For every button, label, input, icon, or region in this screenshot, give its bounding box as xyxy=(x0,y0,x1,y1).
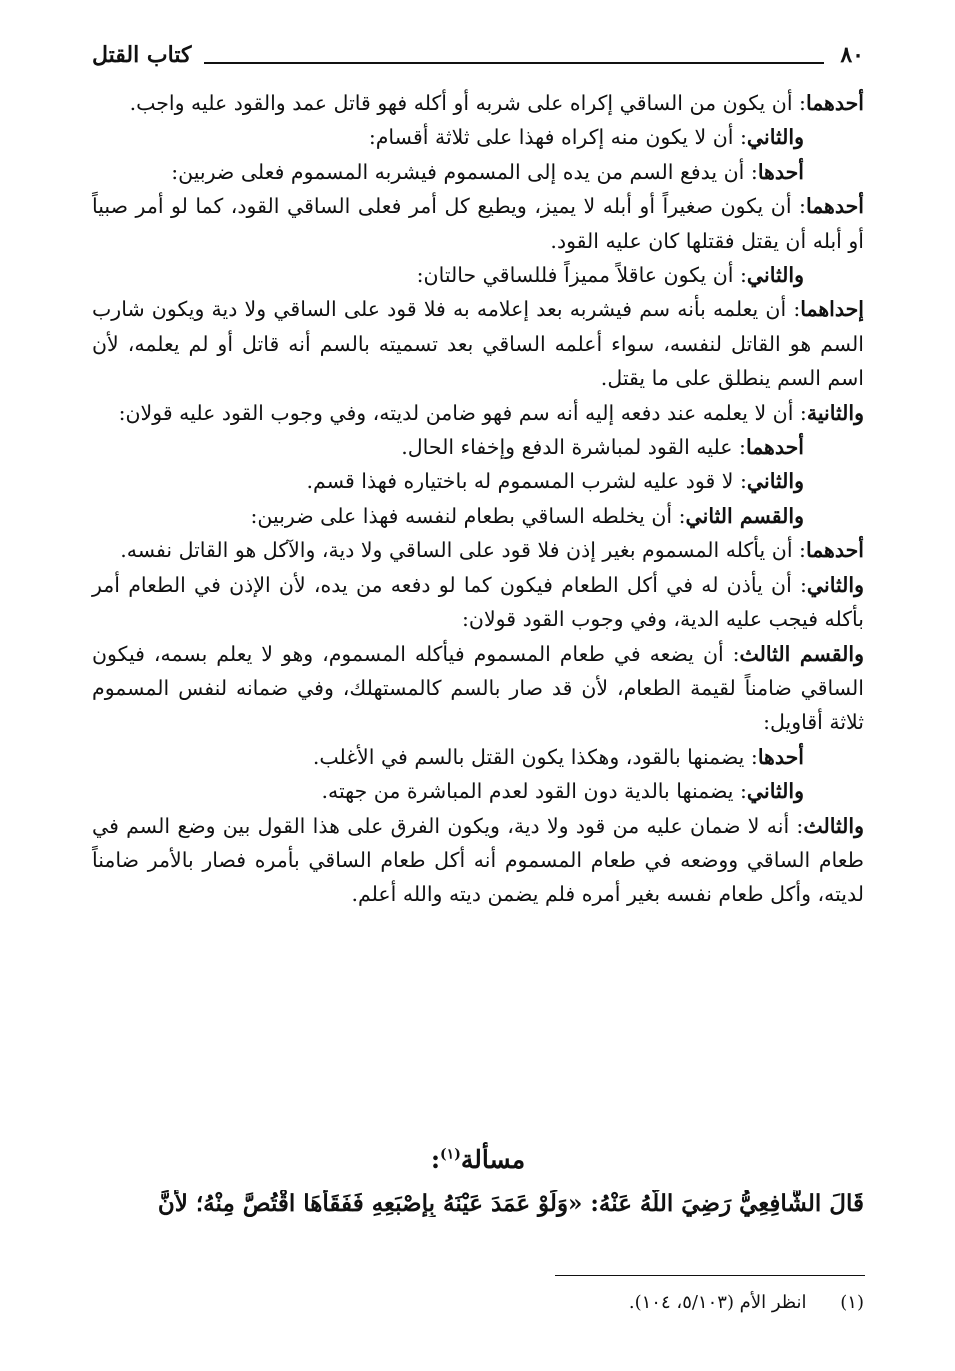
chapter-title: كتاب القتل xyxy=(92,42,192,68)
page-number: ٨٠ xyxy=(840,42,864,68)
paragraph-lead: أحدها xyxy=(757,744,804,769)
paragraph xyxy=(92,809,864,912)
paragraph-text: : أن يأكله المسموم بغير إذن فلا قود على الساقي ولا دية، والآكل هو القاتل نفسه. xyxy=(120,538,806,563)
main-text xyxy=(92,86,864,912)
paragraph-text: : أن يكون من الساقي إكراه على شربه أو أكله فهو قاتل عمد والقود عليه واجب. xyxy=(129,91,806,115)
paragraph xyxy=(92,430,864,464)
paragraph xyxy=(92,568,864,637)
paragraph xyxy=(92,258,864,292)
paragraph xyxy=(92,464,864,498)
footnote xyxy=(520,1292,864,1313)
paragraph-lead: والقسم الثاني xyxy=(685,503,804,528)
paragraph-text: : لا قود عليه لشرب المسموم له باختياره فهذا قسم. xyxy=(306,469,747,494)
paragraph-lead: والثانية xyxy=(806,400,864,425)
paragraph-text: : أن لا يعلمه عند دفعه إليه أنه سم فهو ضامن لديته، وفي وجوب القود عليه قولان: xyxy=(118,400,807,425)
page-header xyxy=(92,40,864,80)
paragraph-text: : يضمنها بالدية دون القود لعدم المباشرة من جهته. xyxy=(321,779,747,804)
paragraph xyxy=(92,155,864,189)
footnote-text: انظر الأم (٥/١٠٣، ١٠٤). xyxy=(628,1292,807,1313)
paragraph-text: : أن لا يكون منه إكراه فهذا على ثلاثة أقسام: xyxy=(368,125,747,150)
paragraph-lead: أحدهما xyxy=(745,435,804,460)
paragraph xyxy=(92,120,864,154)
shafii-quote: قَالَ الشَّافِعِيُّ رَضِيَ اللَّهُ عَنْهُ: «وَلَوْ عَمَدَ عَيْنَهُ بِإِصْبَعِهِ فَفَقَأَهَا اقْتُصَّ مِنْهُ؛ لأَنَّ xyxy=(157,1190,864,1217)
paragraph-text: : أن يخلطه الساقي بطعام لنفسه فهذا على ضربين: xyxy=(250,503,686,528)
paragraph-lead: أحدها xyxy=(757,159,804,184)
paragraph-lead: أحدهما xyxy=(805,91,864,115)
paragraph-text: : أن يكون صغيراً أو أبله لا يميز، ويطيع كل أمر فعلى الساقي القود، كما لو أمر صبياً أو أبله أن يقتل فقتلها كان عليه القود. xyxy=(92,194,864,253)
paragraph-lead: والثاني xyxy=(746,125,804,150)
masala-heading xyxy=(92,1145,864,1174)
paragraph xyxy=(92,533,864,567)
masala-title: مسألة xyxy=(460,1145,526,1174)
paragraph-text: : أنه لا ضمان عليه من قود ولا دية، ويكون الفرق على هذا القول بين وضع السم في طعام الساقي ووضعه في طعام المسموم أنه أكل طعام الساقي بأمره فصار بالأمر ضامناً لديته، وأكل طعام نفسه بغير أمره فلم يضمن ديته والله أعلم. xyxy=(92,813,864,907)
footnote-number: (١) xyxy=(840,1292,864,1313)
paragraph xyxy=(92,396,864,430)
footnote-marker: (١) xyxy=(440,1146,461,1163)
paragraph-text: : أن يعلمه بأنه سم فيشربه بعد إعلامه به فلا قود على الساقي ولا دية ويكون شارب السم هو القاتل لنفسه، سواء أعلمه الساقي بعد تسميته بالسم أنه قاتل أو لم يعلمه، لأن اسم السم ينطلق على ما يقتل. xyxy=(92,297,864,391)
paragraph-lead: إحداهما xyxy=(800,297,864,322)
paragraph-lead: والثالث xyxy=(803,813,864,838)
paragraph xyxy=(92,740,864,774)
paragraph-lead: والثاني xyxy=(806,572,864,597)
paragraph xyxy=(92,774,864,808)
paragraph-text: : أن يكون عاقلاً مميزاً فللساقي حالتان: xyxy=(416,263,747,288)
footnote-rule xyxy=(555,1275,865,1276)
masala-colon: : xyxy=(430,1145,441,1174)
paragraph xyxy=(92,189,864,258)
header-rule xyxy=(204,62,824,64)
paragraph xyxy=(92,86,864,120)
paragraph-lead: أحدهما xyxy=(805,194,864,219)
paragraph-text: : أن يضعه في طعام المسموم فيأكله المسموم، وهو لا يعلم بسمه، فيكون الساقي ضامناً لقيمة الطعام، لأن قد صار بالسم كالمستهلك، وفي ضمانه لنفس المسموم ثلاثة أقاويل: xyxy=(92,641,864,735)
paragraph-lead: والقسم الثالث xyxy=(739,641,864,666)
paragraph xyxy=(92,637,864,740)
paragraph-text: : يضمنها بالقود، وهكذا يكون القتل بالسم في الأغلب. xyxy=(312,744,758,769)
paragraph-lead: والثاني xyxy=(746,263,804,288)
paragraph-text: : أن يأذن له في أكل الطعام فيكون كما لو دفعه من يده، لأن الإذن في الطعام أمر بأكله فيجب عليه الدية، وفي وجوب القود قولان: xyxy=(92,572,864,632)
paragraph-lead: أحدهما xyxy=(805,538,864,563)
paragraph xyxy=(92,499,864,533)
paragraph-text: : عليه القود لمباشرة الدفع وإخفاء الحال. xyxy=(401,435,746,460)
paragraph xyxy=(92,292,864,395)
paragraph-text: : أن يدفع السم من يده إلى المسموم فيشربه المسموم فعلى ضربين: xyxy=(171,159,758,184)
paragraph-lead: والثاني xyxy=(746,469,804,494)
paragraph-lead: والثاني xyxy=(746,779,804,804)
